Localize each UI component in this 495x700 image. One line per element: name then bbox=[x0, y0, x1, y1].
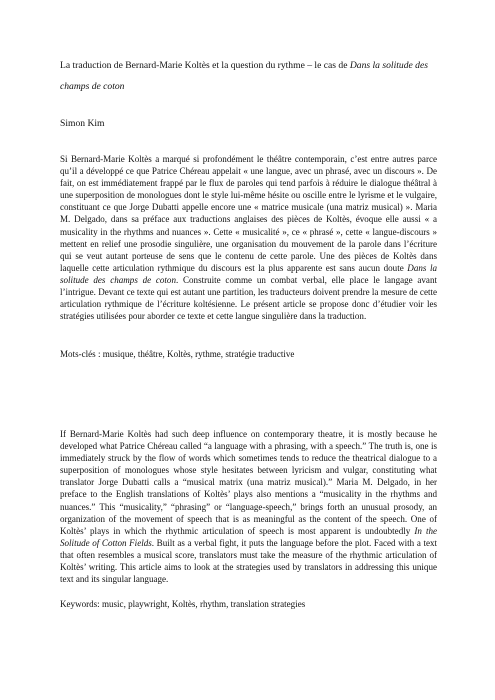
title-italic-play-name: Dans la solitude des champs de coton bbox=[60, 60, 428, 92]
abstract-french-text-2: . Construite comme un combat verbal, elle place le langage avant l’intrigue. Devant ce texte qui est autant une partition, les traducteurs doivent prendre la mesure de cette articulation rythmique de l’écriture koltésienne. Le présent article se propose donc d’étudier voir les stratégies utilisées pour aborder ce texte et cette langue singulière dans la traduction. bbox=[60, 274, 437, 322]
abstract-english-text-1: If Bernard-Marie Koltès had such deep influence on contemporary theatre, it is mostly because he developed what Patrice Chéreau called “a language with a phrasing, with a speech.” The truth is, one is immediately struck by the flow of words which sometimes tends to reduce the theatrical dialogue to a superposition of monologues whose style hesitates between lyricism and vulgar, constituting what translator Jorge Dubatti calls a “musical matrix (una matriz musical).” Maria M. Delgado, in her preface to the English translations of Koltès’ plays also mentions a “musicality in the rhythms and nuances.” This “musicality,” “phrasing” or “language-speech,” brings forth an unusual prosody, an organization of the movement of speech that is as meaningful as the content of the speech. One of Koltès’ plays in which the rhythmic articulation of speech is most apparent is undoubtedly bbox=[60, 429, 437, 536]
abstract-french-italic-title: Dans la solitude des champs de coton bbox=[60, 262, 437, 285]
keywords-english: Keywords: music, playwright, Koltès, rhythm, translation strategies bbox=[60, 599, 306, 609]
abstract-french bbox=[60, 153, 437, 322]
abstract-english bbox=[60, 428, 437, 585]
title-text: La traduction de Bernard-Marie Koltès et la question du rythme – le cas de bbox=[60, 60, 350, 71]
keywords-french: Mots-clés : musique, théâtre, Koltès, rythme, stratégie traductive bbox=[60, 349, 295, 359]
author-name: Simon Kim bbox=[60, 118, 105, 129]
article-title bbox=[60, 55, 440, 97]
abstract-french-text-1: Si Bernard-Marie Koltès a marqué si profondément le théâtre contemporain, c’est entre autres parce qu’il a développé ce que Patrice Chéreau appelait « une langue, avec un phrasé, avec un discours ». De fait, on est immédiatement frappé par le flux de paroles qui tend parfois à réduire le dialogue théâtral à une superposition de monologues dont le style lui-même hésite ou oscille entre le lyrisme et le vulgaire, constituant ce que Jorge Dubatti appelle encore une « matrice musicale (una matriz musical) ». Maria M. Delgado, dans sa préface aux traductions anglaises des pièces de Koltès, évoque elle aussi « a musicality in the rhythms and nuances ». Cette « musicalité », ce « phrasé », cette « langue-discours » mettent en relief une prosodie singulière, une organisation du mouvement de la parole dans l’écriture qui se veut autant porteuse de sens que le contenu de cette parole. Une des pièces de Koltès dans laquelle cette articulation rythmique du discours est la plus apparente est sans aucun doute bbox=[60, 154, 437, 273]
abstract-english-italic-title: In the Solitude of Cotton Fields bbox=[60, 525, 437, 548]
abstract-english-text-2: . Built as a verbal fight, it puts the language before the plot. Faced with a text that often resembles a musical score, translators must take the measure of the rhythmic articulation of Koltès’ writing. This article aims to look at the strategies used by translators in addressing this unique text and its singular language. bbox=[60, 537, 438, 585]
